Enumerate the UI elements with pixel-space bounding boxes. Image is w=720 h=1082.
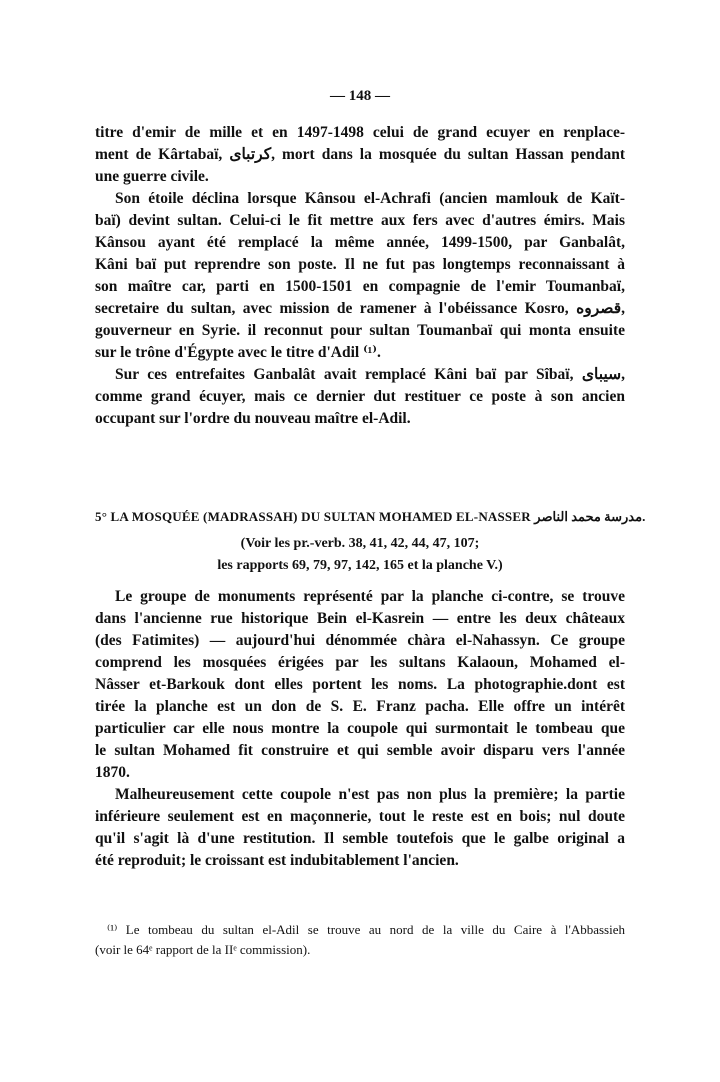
text-line: secretaire du sultan, avec mission de ramener à l'obéissance Kosro, قصروه, [95,300,625,317]
section-heading-block [95,506,646,528]
text-line: Sur ces entrefaites Ganbalât avait remplacé Kâni baï par Sîbaï, سيباى, [115,366,625,383]
reference-line: (Voir les pr.-verb. 38, 41, 42, 44, 47, 107; [240,536,480,551]
paragraph-2 [95,188,625,364]
text-line: Malheureusement cette coupole n'est pas non plus la première; la partie [115,786,625,803]
text-line: inférieure seulement est en maçonnerie, tout le reste est en bois; nul doute [95,808,625,825]
text-line: Kâni baï put reprendre son poste. Il ne fut pas longtemps reconnaissant à [95,256,625,273]
footnote-line: ⁽¹⁾ Le tombeau du sultan el-Adil se trouve au nord de la ville du Caire à l'Abbassieh [107,922,625,937]
text-line: dans l'ancienne rue historique Bein el-Kasrein — entre les deux châteaux [95,610,625,627]
page-number: — 148 — [330,88,390,104]
text-line: tirée la planche est un don de S. E. Franz pacha. Elle offre un intérêt [95,698,625,715]
text-line: Kânsou ayant été remplacé la même année, 1499-1500, par Ganbalât, [95,234,625,251]
text-line: été reproduit; le croissant est indubitablement l'ancien. [95,852,459,869]
text-line: comprend les mosquées érigées par les sultans Kalaoun, Mohamed el- [95,654,625,671]
text-line: 1870. [95,764,130,781]
reference-line: les rapports 69, 79, 97, 142, 165 et la planche V.) [217,558,503,573]
text-line: comme grand écuyer, mais ce dernier dut restituer ce poste à son ancien [95,388,625,405]
text-line: (des Fatimites) — aujourd'hui dénommée chàra el-Nahassyn. Ce groupe [95,632,625,649]
text-line: qu'il s'agit là d'une restitution. Il semble toutefois que le galbe original a [95,830,625,847]
text-line: gouverneur en Syrie. il reconnut pour sultan Toumanbaï qui monta ensuite [95,322,625,339]
text-line: Son étoile déclina lorsque Kânsou el-Achrafi (ancien mamlouk de Kaït- [115,190,625,207]
text-line: une guerre civile. [95,168,209,185]
paragraph-4 [95,586,625,784]
paragraph-1 [95,122,625,188]
paragraph-3 [95,364,625,430]
text-line: le sultan Mohamed fit construire et qui semble avoir disparu vers l'année [95,742,625,759]
paragraph-5 [95,784,625,872]
text-line: Nâsser et-Barkouk dont elles portent les noms. La photographie.dont est [95,676,625,693]
text-line: occupant sur l'ordre du nouveau maître el-Adil. [95,410,411,427]
section-heading: 5° LA MOSQUÉE (MADRASSAH) DU SULTAN MOHAMED EL-NASSER مدرسة محمد الناصر. [95,509,646,524]
text-line: Le groupe de monuments représenté par la planche ci-contre, se trouve [115,588,625,605]
text-line: baï) devint sultan. Celui-ci le fit mettre aux fers avec d'autres émirs. Mais [95,212,625,229]
footnote [95,920,625,960]
references [95,533,625,577]
footnote-line: (voir le 64ᵉ rapport de la IIᵉ commission). [95,942,311,957]
text-line: sur le trône d'Égypte avec le titre d'Adil ⁽¹⁾. [95,344,381,361]
text-line: particulier car elle nous montre la coupole qui surmontait le tombeau que [95,720,625,737]
text-line: son maître car, parti en 1500-1501 en compagnie de l'emir Toumanbaï, [95,278,625,295]
text-line: ment de Kârtabaï, كرتباى, mort dans la mosquée du sultan Hassan pendant [95,146,625,163]
text-line: titre d'emir de mille et en 1497-1498 celui de grand ecuyer en renplace- [95,124,625,141]
